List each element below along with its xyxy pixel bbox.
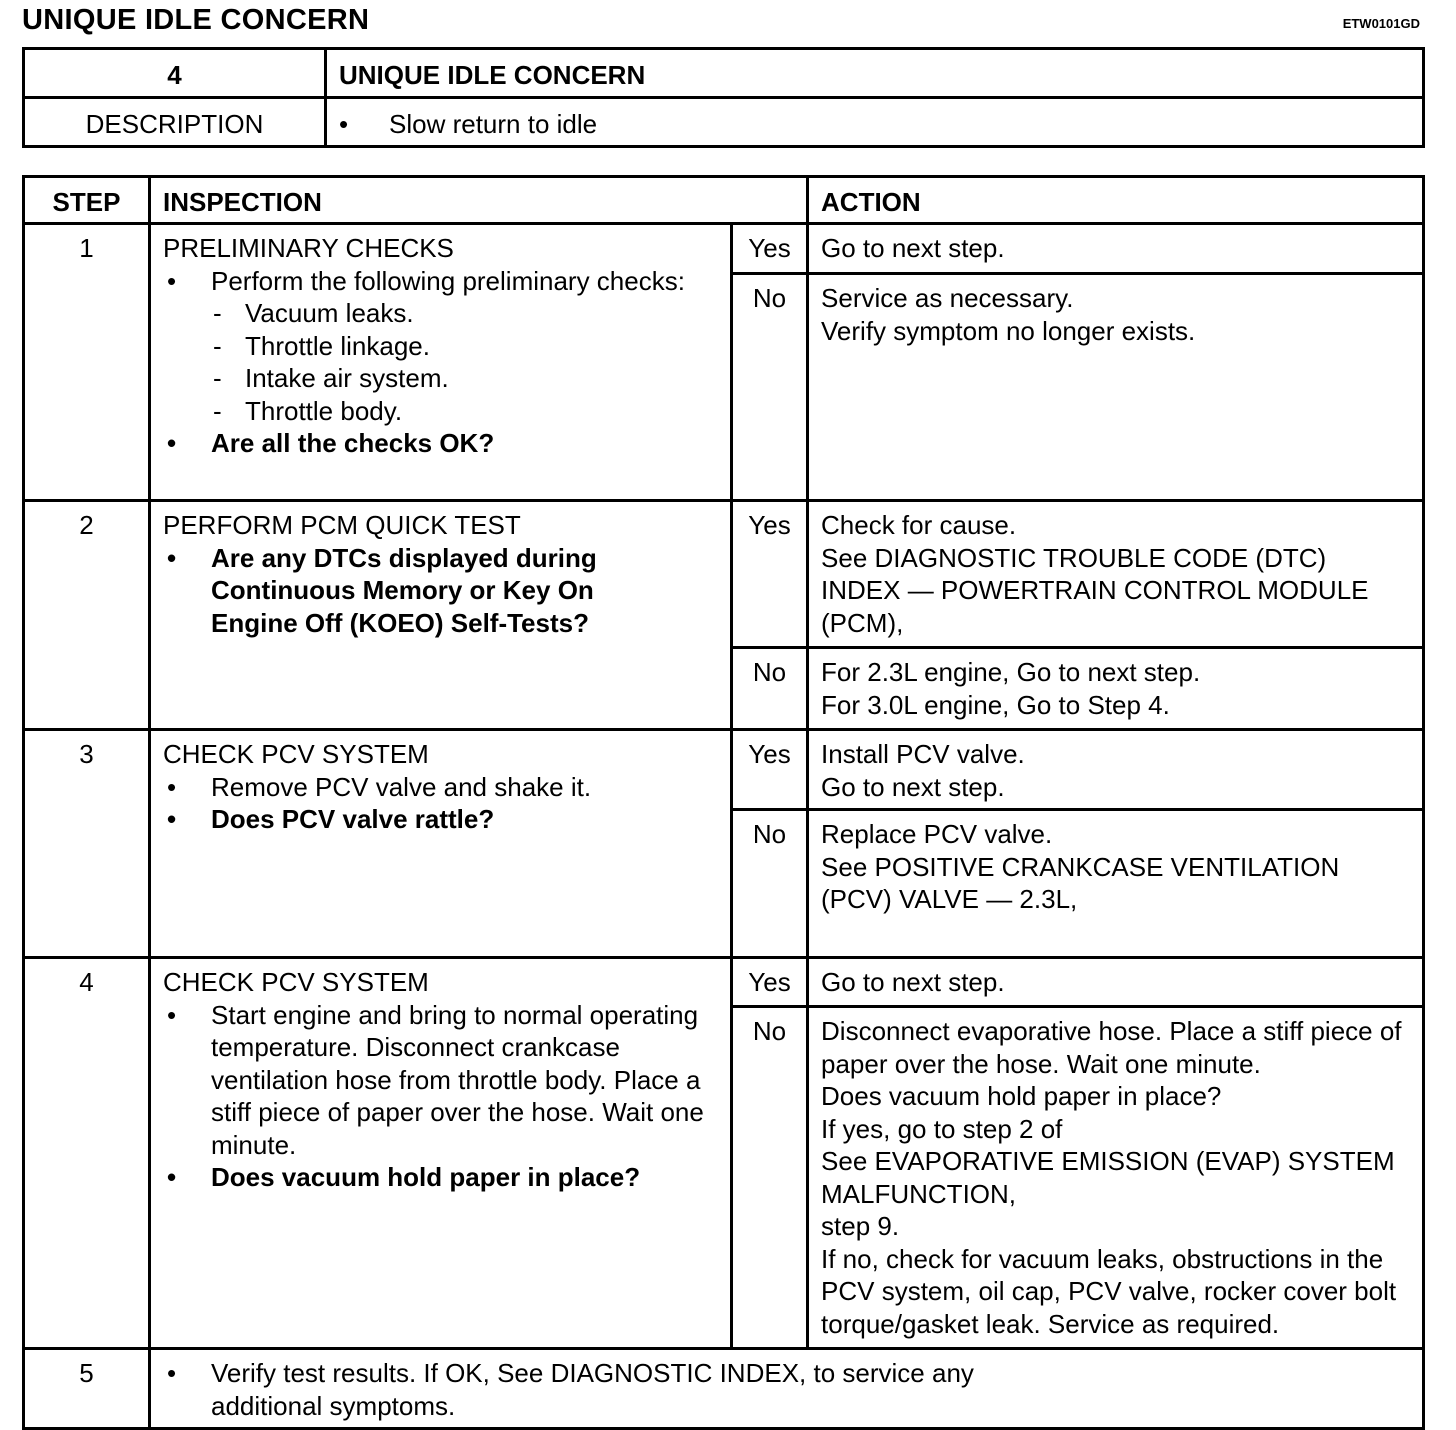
- diagnostic-steps-table: [22, 175, 1425, 1430]
- concern-description-row: [24, 98, 1424, 147]
- step-title: PRELIMINARY CHECKS: [163, 233, 454, 263]
- action-line: Service as necessary.: [821, 283, 1074, 313]
- no-label: No: [732, 810, 808, 958]
- check-item: - Throttle linkage.: [163, 330, 718, 363]
- concern-title-row: [24, 49, 1424, 98]
- action-line: Go to next step.: [821, 233, 1005, 263]
- step-number: 1: [24, 224, 150, 501]
- action-line: See EVAPORATIVE EMISSION (EVAP) SYSTEM MALFUNCTION,: [821, 1146, 1395, 1209]
- no-action: [808, 1007, 1424, 1349]
- action-line: For 3.0L engine, Go to Step 4.: [821, 689, 1170, 720]
- inspection-cell: [150, 958, 732, 1349]
- description-label: DESCRIPTION: [24, 98, 326, 147]
- inspection-bullet: • Perform the following preliminary checks:: [163, 265, 718, 298]
- no-action: [808, 648, 1424, 730]
- no-action: [808, 274, 1424, 501]
- no-action: [808, 810, 1424, 958]
- inspection-question: • Are any DTCs displayed during Continuous Memory or Key On Engine Off (KOEO) Self-Tests?: [163, 542, 718, 640]
- yes-action: [808, 501, 1424, 648]
- table-header-row: [24, 177, 1424, 224]
- action-line: See DIAGNOSTIC TROUBLE CODE (DTC) INDEX — POWERTRAIN CONTROL MODULE (PCM),: [821, 542, 1369, 638]
- action-line: Install PCV valve.: [821, 739, 1025, 769]
- inspection-bullet: • Verify test results. If OK, See DIAGNOSTIC INDEX, to service any additional symptoms.: [163, 1357, 1410, 1422]
- step-title: CHECK PCV SYSTEM: [163, 967, 429, 997]
- action-line: If yes, go to step 2 of: [821, 1113, 1063, 1144]
- check-item: - Vacuum leaks.: [163, 297, 718, 330]
- action-line: step 9.: [821, 1211, 900, 1241]
- figure-code: ETW0101GD: [1342, 16, 1420, 31]
- action-line: If no, check for vacuum leaks, obstructions in the PCV system, oil cap, PCV valve, rocker cover bolt torque/gasket leak. Service as required.: [821, 1243, 1397, 1339]
- step-number: 3: [24, 730, 150, 958]
- description-text: Slow return to idle: [389, 108, 598, 139]
- yes-action: [808, 730, 1424, 810]
- inspection-bullet: • Start engine and bring to normal operating temperature. Disconnect crankcase ventilation hose from throttle body. Place a stiff piece of paper over the hose. Wait one minute.: [163, 999, 718, 1162]
- step-number: 5: [24, 1349, 150, 1429]
- inspection-question: • Does vacuum hold paper in place?: [163, 1161, 718, 1194]
- inspection-question: • Does PCV valve rattle?: [163, 803, 718, 836]
- step-column-header: STEP: [24, 177, 150, 224]
- action-line: See POSITIVE CRANKCASE VENTILATION (PCV) VALVE — 2.3L,: [821, 851, 1340, 914]
- check-item: - Intake air system.: [163, 362, 718, 395]
- action-line: Go to next step.: [821, 771, 1005, 802]
- page-title: UNIQUE IDLE CONCERN: [22, 4, 370, 36]
- yes-label: Yes: [732, 501, 808, 648]
- no-label: No: [732, 1007, 808, 1349]
- action-line: Verify symptom no longer exists.: [821, 315, 1196, 346]
- action-line: Go to next step.: [821, 967, 1005, 997]
- inspection-cell: [150, 501, 732, 730]
- action-line: Disconnect evaporative hose. Place a stiff piece of paper over the hose. Wait one minute.: [821, 1016, 1402, 1079]
- concern-title: UNIQUE IDLE CONCERN: [326, 49, 1424, 98]
- no-label: No: [732, 274, 808, 501]
- step-title: PERFORM PCM QUICK TEST: [163, 510, 521, 540]
- yes-label: Yes: [732, 224, 808, 274]
- step-row: [24, 224, 1424, 274]
- no-label: No: [732, 648, 808, 730]
- yes-action: [808, 224, 1424, 274]
- action-line: Does vacuum hold paper in place?: [821, 1081, 1222, 1111]
- bullet-icon: •: [339, 108, 349, 139]
- step-row: [24, 730, 1424, 810]
- yes-label: Yes: [732, 958, 808, 1007]
- inspection-column-header: INSPECTION: [150, 177, 808, 224]
- action-line: Replace PCV valve.: [821, 819, 1053, 849]
- action-line: Check for cause.: [821, 510, 1017, 540]
- inspection-bullet: • Remove PCV valve and shake it.: [163, 771, 718, 804]
- check-item: - Throttle body.: [163, 395, 718, 428]
- action-line: For 2.3L engine, Go to next step.: [821, 657, 1201, 687]
- step-row: [24, 958, 1424, 1007]
- inspection-cell: [150, 730, 732, 958]
- concern-number: 4: [24, 49, 326, 98]
- step-row: [24, 1349, 1424, 1429]
- step-row: [24, 501, 1424, 648]
- inspection-question: • Are all the checks OK?: [163, 427, 718, 460]
- description-cell: [326, 98, 1424, 147]
- step-number: 2: [24, 501, 150, 730]
- action-column-header: ACTION: [808, 177, 1424, 224]
- step-number: 4: [24, 958, 150, 1349]
- yes-label: Yes: [732, 730, 808, 810]
- final-step-cell: [150, 1349, 1424, 1429]
- concern-header-table: [22, 47, 1425, 148]
- inspection-cell: [150, 224, 732, 501]
- step-title: CHECK PCV SYSTEM: [163, 739, 429, 769]
- yes-action: [808, 958, 1424, 1007]
